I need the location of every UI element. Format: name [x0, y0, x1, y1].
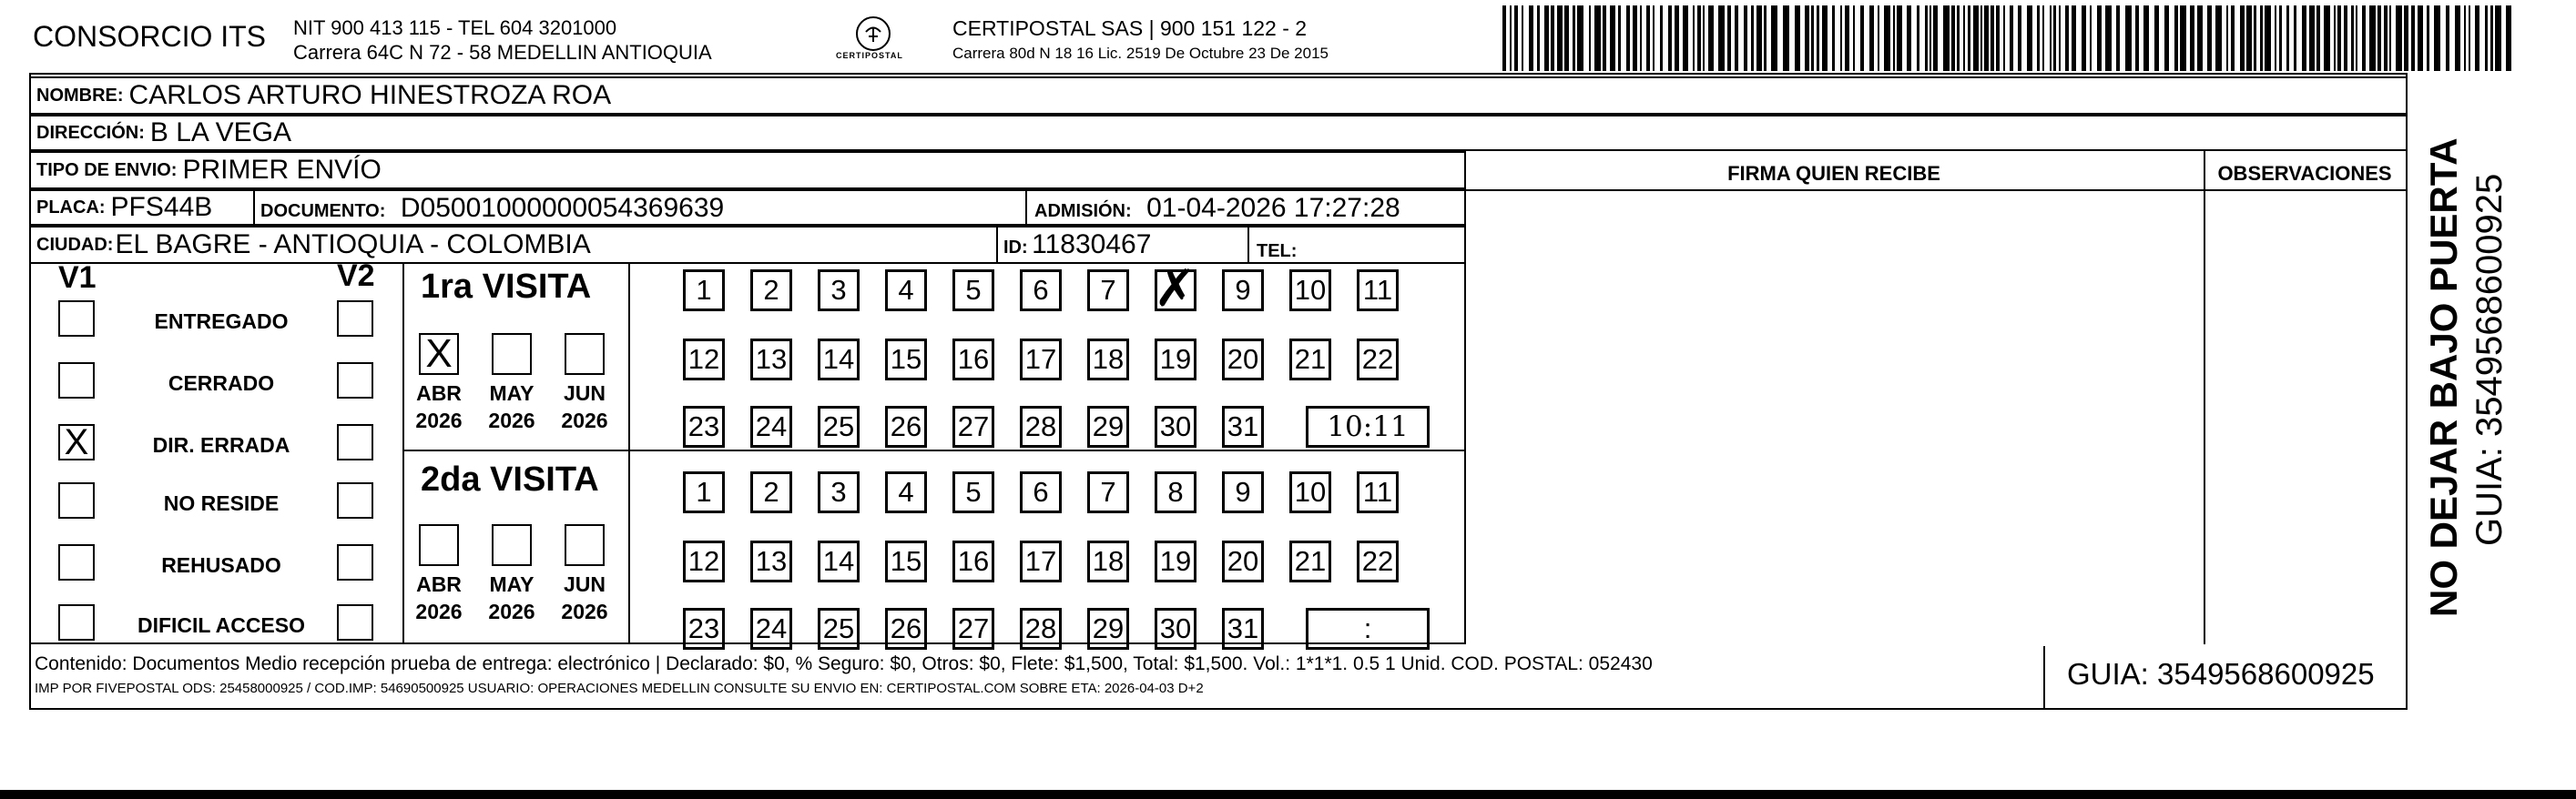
barcode-bar — [1718, 5, 1725, 71]
barcode-bar — [2260, 5, 2263, 71]
day-box[interactable]: 16 — [952, 541, 994, 582]
footer-print-info: IMP POR FIVEPOSTAL ODS: 25458000925 / COD.IMP: 54690500925 USUARIO: OPERACIONES MEDELLIN CONSULTE SU ENVIO EN: CERTIPOSTAL.COM SOBRE ETA: 2026-04-03 D+2 — [35, 681, 1204, 696]
status-label: CERRADO — [168, 371, 275, 395]
barcode-bar — [1860, 5, 1864, 71]
day-box[interactable]: 29 — [1087, 406, 1129, 448]
barcode-bar — [2037, 5, 2040, 71]
barcode-bar — [2027, 5, 2032, 71]
certipostal-logo-icon — [856, 16, 891, 51]
day-box[interactable]: 20 — [1222, 339, 1264, 380]
barcode-bar — [1980, 5, 1982, 71]
barcode-bar — [1817, 5, 1819, 71]
barcode-bar — [1697, 5, 1701, 71]
logo-text: CERTIPOSTAL — [836, 51, 903, 60]
barcode-bar — [1840, 5, 1842, 71]
admision-value: 01-04-2026 17:27:28 — [1146, 193, 1400, 223]
v1-checkbox[interactable] — [58, 482, 95, 519]
courier-info: CERTIPOSTAL SAS | 900 151 122 - 2 — [952, 16, 1308, 40]
month-year: 2026 — [561, 409, 608, 432]
day-box[interactable]: 10 — [1289, 269, 1331, 311]
day-box[interactable]: 14 — [818, 339, 860, 380]
day-box[interactable]: 7 — [1087, 471, 1129, 513]
day-box[interactable]: 30 — [1155, 406, 1196, 448]
v2-header: V2 — [337, 258, 375, 293]
footer-contents: Contenido: Documentos Medio recepción prueba de entrega: electrónico | Declarado: $0, % Seguro: $0, Otros: $0, Flete: $1,500, Total: $1,500. Vol.: 1*1*1. 0.5 1 Unid. COD. POSTAL: 052430 — [35, 653, 1653, 674]
barcode-bar — [2316, 5, 2320, 71]
barcode-bar — [1783, 5, 1789, 71]
barcode-bar — [2042, 5, 2044, 71]
id-label: ID: — [1003, 238, 1028, 258]
documento-value: D05001000000054369639 — [400, 193, 725, 223]
barcode-bar — [1771, 5, 1777, 71]
v2-checkbox[interactable] — [337, 544, 373, 581]
barcode-bar — [2231, 5, 2235, 71]
day-box[interactable]: 27 — [952, 608, 994, 650]
barcode-bar — [1756, 5, 1762, 71]
barcode-bar — [1683, 5, 1688, 71]
barcode-bar — [1626, 5, 1630, 71]
barcode-bar — [2010, 5, 2013, 71]
tipo-value: PRIMER ENVÍO — [182, 155, 382, 185]
barcode-bar — [2475, 5, 2479, 71]
barcode-bar — [1968, 5, 1970, 71]
barcode-bar — [1551, 5, 1554, 71]
documento-label: DOCUMENTO: — [260, 201, 386, 221]
barcode-bar — [2135, 5, 2139, 71]
barcode-bar — [2455, 5, 2460, 71]
company-nit: NIT 900 413 115 - TEL 604 3201000 — [293, 16, 617, 39]
day-box[interactable]: 24 — [750, 406, 792, 448]
barcode-bar — [1996, 5, 2000, 71]
barcode-bar — [1853, 5, 1855, 71]
month-year: 2026 — [488, 409, 535, 432]
day-box[interactable]: 14 — [818, 541, 860, 582]
visit2-title: 2da VISITA — [421, 460, 599, 499]
ciudad-row — [29, 226, 1466, 264]
barcode-bar — [2207, 5, 2212, 71]
barcode-bar — [2082, 5, 2086, 71]
barcode-bar — [1537, 5, 1540, 71]
status-label: DIFICIL ACCESO — [137, 613, 305, 637]
barcode-bar — [1640, 5, 1642, 71]
barcode-bar — [2164, 5, 2169, 71]
tipo-row — [29, 151, 1466, 189]
barcode-bar — [1897, 5, 1902, 71]
day-box[interactable]: 11 — [1357, 269, 1399, 311]
side-guia: GUIA: 3549568600925 — [2469, 173, 2510, 546]
day-box[interactable]: 12 — [683, 541, 725, 582]
day-box[interactable]: 22 — [1357, 541, 1399, 582]
barcode-bar — [2254, 5, 2256, 71]
barcode-bar — [2180, 5, 2186, 71]
barcode-bar — [1811, 5, 1814, 71]
day-box[interactable]: 11 — [1357, 471, 1399, 513]
barcode-bar — [2377, 5, 2381, 71]
admision-label: ADMISIÓN: — [1034, 201, 1132, 221]
barcode-bar — [2446, 5, 2449, 71]
v1-header: V1 — [58, 260, 97, 295]
barcode-bar — [2143, 5, 2149, 71]
barcode-bar — [2302, 5, 2306, 71]
barcode-bar — [1603, 5, 1606, 71]
month-label: JUN — [563, 381, 606, 405]
barcode-bar — [2197, 5, 2203, 71]
barcode-bar — [1557, 5, 1563, 71]
barcode-bar — [1510, 5, 1512, 71]
barcode-bar — [1633, 5, 1637, 71]
month-year: 2026 — [415, 409, 463, 432]
barcode-bar — [1744, 5, 1747, 71]
barcode-bar — [2190, 5, 2194, 71]
barcode-bar — [2418, 5, 2423, 71]
day-box[interactable]: 6 — [1020, 471, 1062, 513]
barcode-bar — [1594, 5, 1601, 71]
barcode-bar — [1668, 5, 1672, 71]
barcode-bar — [1925, 5, 1928, 71]
barcode-bar — [1884, 5, 1890, 71]
barcode-bar — [2275, 5, 2276, 71]
barcode-bar — [2226, 5, 2228, 71]
day-box[interactable]: 9 — [1222, 269, 1264, 311]
month-label: ABR — [416, 381, 462, 405]
barcode-bar — [2411, 5, 2415, 71]
month-checkbox[interactable] — [492, 524, 532, 566]
month-label: MAY — [489, 572, 535, 596]
barcode-bar — [1573, 5, 1575, 71]
tel-label: TEL: — [1257, 241, 1298, 261]
barcode-bar — [1805, 5, 1809, 71]
v1-checkbox[interactable] — [58, 544, 95, 581]
day-box[interactable]: 18 — [1087, 541, 1129, 582]
barcode-bar — [2404, 5, 2408, 71]
barcode-bar — [1735, 5, 1738, 71]
time-field[interactable]: : — [1306, 608, 1430, 650]
day-box[interactable]: 28 — [1020, 608, 1062, 650]
day-box[interactable]: 8 — [1155, 471, 1196, 513]
barcode-bar — [2059, 5, 2061, 71]
barcode-bar — [2337, 5, 2341, 71]
day-box[interactable]: 15 — [885, 339, 927, 380]
barcode-bar — [1544, 5, 1549, 71]
barcode-bar — [2490, 5, 2493, 71]
day-box[interactable]: 25 — [818, 406, 860, 448]
barcode-bar — [1564, 5, 1569, 71]
barcode-bar — [2072, 5, 2076, 71]
barcode-bar — [2334, 5, 2336, 71]
day-cross-icon: ✗ — [1154, 259, 1196, 317]
company-name: CONSORCIO ITS — [33, 20, 267, 53]
barcode-bar — [2309, 5, 2315, 71]
barcode-bar — [2344, 5, 2347, 71]
day-box[interactable]: 23 — [683, 406, 725, 448]
day-box[interactable]: 31 — [1222, 406, 1264, 448]
v1-checkbox[interactable] — [58, 604, 95, 641]
footer-guia: GUIA: 3549568600925 — [2067, 657, 2375, 691]
barcode-bar — [1577, 5, 1583, 71]
month-year: 2026 — [561, 600, 608, 623]
day-box[interactable]: 19 — [1155, 339, 1196, 380]
barcode-bar — [2003, 5, 2005, 71]
month-year: 2026 — [488, 600, 535, 623]
v1-checkbox[interactable]: X — [58, 424, 95, 460]
visit1-title: 1ra VISITA — [421, 268, 592, 306]
barcode-bar — [2018, 5, 2021, 71]
barcode-bar — [2356, 5, 2357, 71]
nombre-row — [29, 76, 2408, 115]
day-box[interactable] — [1154, 259, 1196, 317]
scan-edge — [0, 790, 2576, 799]
barcode-bar — [2154, 5, 2159, 71]
day-box[interactable]: 25 — [818, 608, 860, 650]
day-box[interactable]: 20 — [1222, 541, 1264, 582]
barcode-bar — [1589, 5, 1591, 71]
day-box[interactable]: 27 — [952, 406, 994, 448]
barcode-bar — [1653, 5, 1655, 71]
v2-checkbox[interactable] — [337, 362, 373, 399]
day-box[interactable]: 26 — [885, 608, 927, 650]
barcode-bar — [1991, 5, 1994, 71]
barcode-bar — [2240, 5, 2245, 71]
barcode-bar — [1963, 5, 1965, 71]
day-box[interactable]: 24 — [750, 608, 792, 650]
firma-header: FIRMA QUIEN RECIBE — [1727, 162, 1940, 185]
barcode-bar — [1845, 5, 1849, 71]
id-value: 11830467 — [1032, 229, 1152, 259]
barcode-bar — [1610, 5, 1615, 71]
barcode-bar — [1529, 5, 1533, 71]
barcode-bar — [2279, 5, 2282, 71]
barcode-bar — [1795, 5, 1800, 71]
barcode-bar — [2105, 5, 2112, 71]
month-label: ABR — [416, 572, 462, 596]
barcode-bar — [2324, 5, 2330, 71]
v2-checkbox[interactable] — [337, 424, 373, 460]
month-checkbox[interactable] — [565, 333, 605, 375]
barcode-bar — [1522, 5, 1523, 71]
barcode-bar — [2396, 5, 2402, 71]
nombre-value: CARLOS ARTURO HINESTROZA ROA — [128, 80, 612, 110]
barcode-bar — [2174, 5, 2178, 71]
barcode-bar — [2265, 5, 2271, 71]
tel-field — [1257, 233, 1297, 264]
barcode-bar — [1951, 5, 1955, 71]
day-box[interactable]: 30 — [1155, 608, 1196, 650]
barcode — [1502, 0, 2522, 76]
day-box[interactable]: 29 — [1087, 608, 1129, 650]
barcode-bar — [2469, 5, 2470, 71]
observations-area[interactable] — [2207, 193, 2406, 642]
barcode-bar — [1917, 5, 1919, 71]
day-box[interactable]: 31 — [1222, 608, 1264, 650]
barcode-bar — [2427, 5, 2429, 71]
barcode-bar — [1984, 5, 1989, 71]
barcode-bar — [1907, 5, 1911, 71]
barcode-bar — [2116, 5, 2120, 71]
month-checkbox[interactable]: X — [419, 333, 459, 375]
day-box[interactable]: 1 — [683, 269, 725, 311]
barcode-bar — [2362, 5, 2366, 71]
documento-field — [260, 193, 724, 224]
tipo-label: TIPO DE ENVIO: — [36, 159, 178, 180]
barcode-bar — [1727, 5, 1731, 71]
day-box[interactable]: 28 — [1020, 406, 1062, 448]
barcode-bar — [2286, 5, 2289, 71]
barcode-bar — [2053, 5, 2056, 71]
day-box[interactable]: 21 — [1289, 339, 1331, 380]
barcode-bar — [2090, 5, 2092, 71]
observaciones-header: OBSERVACIONES — [2217, 162, 2392, 185]
barcode-bar — [1869, 5, 1874, 71]
barcode-bar — [1751, 5, 1754, 71]
ciudad-label: CIUDAD: — [36, 234, 114, 255]
barcode-bar — [1943, 5, 1950, 71]
placa-value: PFS44B — [110, 192, 213, 222]
barcode-bar — [1703, 5, 1705, 71]
day-box[interactable]: 12 — [683, 339, 725, 380]
time-field[interactable]: 10:11 — [1306, 406, 1430, 448]
barcode-bar — [2384, 5, 2388, 71]
day-box[interactable]: 19 — [1155, 541, 1196, 582]
side-warning: NO DEJAR BAJO PUERTA — [2422, 137, 2465, 617]
barcode-bar — [1933, 5, 1938, 71]
day-box[interactable]: 2 — [750, 269, 792, 311]
day-box[interactable]: 13 — [750, 541, 792, 582]
barcode-bar — [1660, 5, 1663, 71]
direccion-value: B LA VEGA — [149, 117, 291, 147]
barcode-bar — [2389, 5, 2391, 71]
barcode-bar — [2246, 5, 2252, 71]
day-box[interactable]: 23 — [683, 608, 725, 650]
day-box[interactable]: 5 — [952, 269, 994, 311]
month-year: 2026 — [415, 600, 463, 623]
status-label: DIR. ERRADA — [152, 433, 290, 457]
barcode-bar — [2050, 5, 2052, 71]
barcode-bar — [2097, 5, 2102, 71]
month-checkbox[interactable] — [492, 333, 532, 375]
ciudad-value: EL BAGRE - ANTIOQUIA - COLOMBIA — [115, 229, 591, 259]
barcode-bar — [1514, 5, 1518, 71]
barcode-bar — [2495, 5, 2501, 71]
barcode-bar — [1893, 5, 1895, 71]
status-label: REHUSADO — [161, 553, 281, 577]
barcode-bar — [1957, 5, 1960, 71]
day-box[interactable]: 26 — [885, 406, 927, 448]
barcode-bar — [1618, 5, 1621, 71]
barcode-bar — [2506, 5, 2511, 71]
barcode-bar — [1973, 5, 1979, 71]
v2-checkbox[interactable] — [337, 300, 373, 337]
day-box[interactable]: 1 — [683, 471, 725, 513]
barcode-bar — [1832, 5, 1835, 71]
barcode-bar — [1675, 5, 1679, 71]
day-box[interactable]: 10 — [1289, 471, 1331, 513]
day-box[interactable]: 7 — [1087, 269, 1129, 311]
month-label: MAY — [489, 381, 535, 405]
barcode-bar — [1878, 5, 1879, 71]
admision-field — [1034, 193, 1400, 224]
barcode-bar — [1502, 5, 1506, 71]
barcode-bar — [1929, 5, 1931, 71]
day-box[interactable]: 16 — [952, 339, 994, 380]
barcode-bar — [2215, 5, 2222, 71]
day-box[interactable]: 13 — [750, 339, 792, 380]
day-box[interactable]: 15 — [885, 541, 927, 582]
day-box[interactable]: 3 — [818, 269, 860, 311]
barcode-bar — [2065, 5, 2069, 71]
signature-area[interactable] — [1468, 193, 2200, 642]
day-box[interactable]: 18 — [1087, 339, 1129, 380]
day-box[interactable]: 5 — [952, 471, 994, 513]
direccion-label: DIRECCIÓN: — [36, 122, 145, 143]
day-box[interactable]: 22 — [1357, 339, 1399, 380]
day-box[interactable]: 17 — [1020, 541, 1062, 582]
company-address: Carrera 64C N 72 - 58 MEDELLIN ANTIOQUIA — [293, 41, 712, 64]
barcode-bar — [2434, 5, 2440, 71]
v2-checkbox[interactable] — [337, 482, 373, 519]
day-box[interactable]: 4 — [885, 269, 927, 311]
v2-checkbox[interactable] — [337, 604, 373, 641]
id-field — [1003, 229, 1151, 260]
barcode-bar — [1764, 5, 1767, 71]
month-label: JUN — [563, 572, 606, 596]
day-box[interactable]: 17 — [1020, 339, 1062, 380]
placa-label: PLACA: — [36, 197, 106, 217]
barcode-bar — [2369, 5, 2376, 71]
direccion-row — [29, 115, 2408, 151]
month-checkbox[interactable] — [565, 524, 605, 566]
month-checkbox[interactable] — [419, 524, 459, 566]
barcode-bar — [2464, 5, 2466, 71]
barcode-bar — [2125, 5, 2132, 71]
day-box[interactable]: 3 — [818, 471, 860, 513]
barcode-bar — [2485, 5, 2488, 71]
day-box[interactable]: 9 — [1222, 471, 1264, 513]
barcode-bar — [2294, 5, 2296, 71]
barcode-bar — [1822, 5, 1828, 71]
day-box[interactable]: 6 — [1020, 269, 1062, 311]
barcode-bar — [1708, 5, 1714, 71]
status-label: ENTREGADO — [154, 309, 289, 333]
nombre-label: NOMBRE: — [36, 85, 124, 106]
day-box[interactable]: 4 — [885, 471, 927, 513]
barcode-bar — [1693, 5, 1695, 71]
v1-checkbox[interactable] — [58, 362, 95, 399]
status-label: NO RESIDE — [163, 491, 280, 515]
barcode-bar — [2351, 5, 2354, 71]
day-box[interactable]: 2 — [750, 471, 792, 513]
courier-license: Carrera 80d N 18 16 Lic. 2519 De Octubre 23 De 2015 — [952, 45, 1329, 62]
barcode-bar — [1646, 5, 1650, 71]
v1-checkbox[interactable] — [58, 300, 95, 337]
day-box[interactable]: 21 — [1289, 541, 1331, 582]
